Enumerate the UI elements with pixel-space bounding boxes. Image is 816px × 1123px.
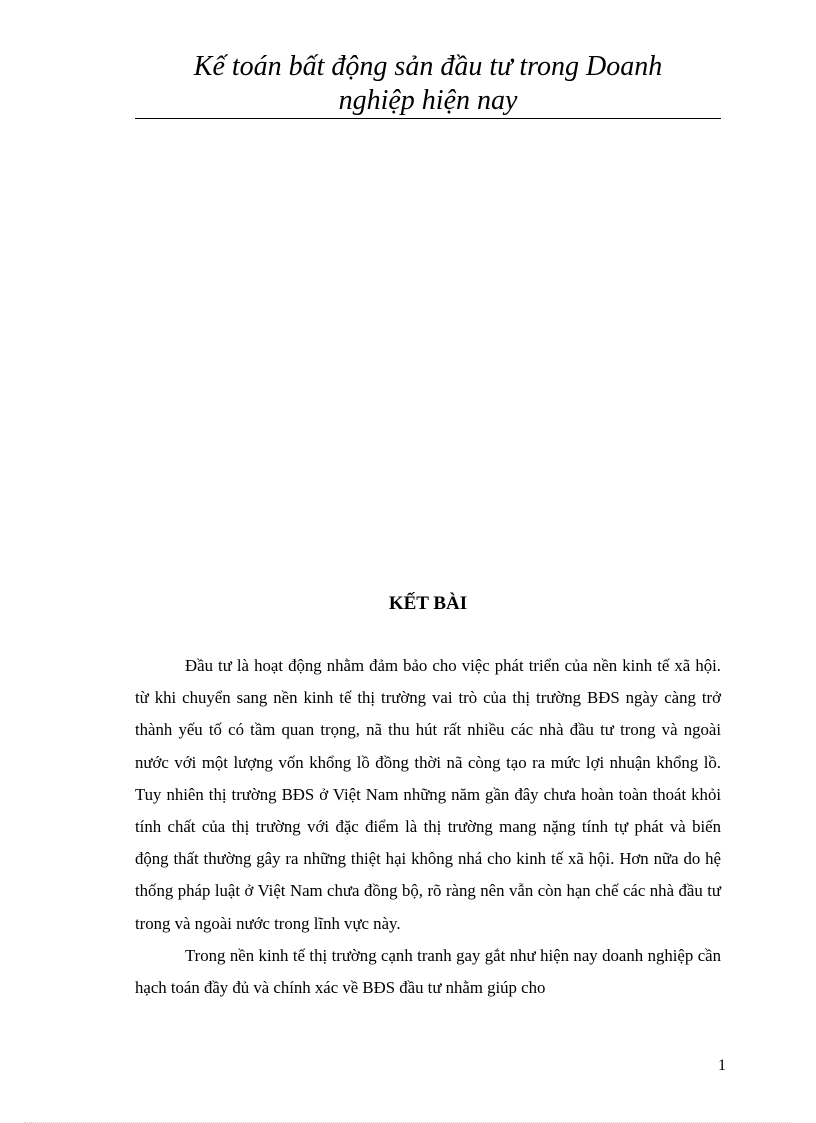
section-body <box>135 650 721 1004</box>
section-heading: KẾT BÀI <box>388 593 468 614</box>
page-number: 1 <box>718 1057 726 1074</box>
body-paragraph-2: Trong nền kinh tế thị trường cạnh tranh gay gắt như hiện nay doanh nghiệp cần hạch toán đầy đủ và chính xác về BĐS đầu tư nhằm giúp cho <box>135 945 721 998</box>
header-divider <box>135 118 721 119</box>
body-paragraph-1: Đầu tư là hoạt động nhằm đảm bảo cho việc phát triển của nền kinh tế xã hội. từ khi chuyển sang nền kinh tế thị trường vai trò của thị trường BĐS ngày càng trở thành yếu tố có tầm quan trọng, nã thu hút rất nhiều các nhà đầu tư trong và ngoài nước với một lượng vốn khổng lồ đồng thời nã còng tạo ra mức lợi nhuận khổng lồ. Tuy nhiên thị trường BĐS ở Việt Nam những năm gần đây chưa hoàn toàn thoát khỏi tính chất của thị trường với đặc điểm là thị trường mang nặng tính tự phát và biến động thất thường gây ra những thiệt hại không nhá cho kinh tế xã hội. Hơn nữa do hệ thống pháp luật ở Việt Nam chưa đồng bộ, rõ ràng nên vẫn còn hạn chế các nhà đầu tư trong và ngoài nước trong lĩnh vực này. <box>135 656 721 933</box>
page-header <box>135 50 721 118</box>
header-title-line-2: nghiệp hiện nay <box>338 85 518 116</box>
header-title-line-1: Kế toán bất động sản đầu tư trong Doanh <box>193 51 663 82</box>
